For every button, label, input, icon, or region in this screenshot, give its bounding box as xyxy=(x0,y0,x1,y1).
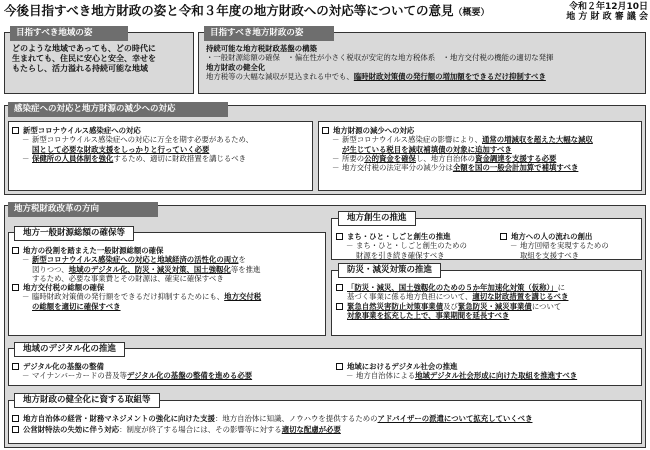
checkbox-icon xyxy=(336,233,343,240)
report-date: 令和２年12月10日 xyxy=(568,2,648,12)
checkbox-icon xyxy=(12,284,19,291)
covid-header: 感染症への対応と地方財源の減少への対応 xyxy=(8,102,228,117)
covid-left-text: 新型コロナウイルス感染症への対応 － 新型コロナウイルス感染症への対応に万全を期す必要があるため、 国として必要な財政支援をしっかりと行っていく必要 － 保健所の人員体制を強化するため、適切に財政措置を講じるべき xyxy=(12,126,253,163)
checkbox-icon xyxy=(12,247,19,254)
checkbox-icon xyxy=(336,363,343,370)
page-title: 今後目指すべき地方財政の姿と令和３年度の地方財政への対応等についての意見（概要） xyxy=(4,3,490,18)
digital-left: デジタル化の基盤の整備 － マイナンバーカードの普及等デジタル化の基盤の整備を進める必要 xyxy=(12,362,252,381)
checkbox-icon xyxy=(336,303,343,310)
general-finance-tab: 地方一般財源総額の確保等 xyxy=(14,226,134,241)
title-suffix: （概要） xyxy=(453,8,490,18)
health-text: 地方自治体の経営・財務マネジメントの強化に向けた支援：地方自治体に知識、ノウハウを提供するためのアドバイザーの派遣について拡充していくべき 公営財特法の失効に伴う対応：制度が終了する場合には、その影響等に対する適切な配慮が必要 xyxy=(12,414,532,435)
date-block xyxy=(548,2,648,23)
digital-right: 地域におけるデジタル社会の推進 － 地方自治体による地域デジタル社会形成に向けた取組を推進すべき xyxy=(336,362,577,381)
checkbox-icon xyxy=(322,127,329,134)
checkbox-icon xyxy=(12,426,19,433)
covid-right-text: 地方財源の減少への対応 － 新型コロナウイルス感染症の影響により、通常の増減収を超えた大幅な減収 が生じている税目を減収補填債の対象に追加すべき － 所要の公的資金を確保し、地方自治体の資金調達を支援する必要 － 地方交付税の法定率分の減少分は全額を国の一般会計加算で補填すべき xyxy=(322,126,593,172)
checkbox-icon xyxy=(500,233,507,240)
checkbox-icon xyxy=(12,415,19,422)
checkbox-icon xyxy=(336,284,343,291)
disaster-tab: 防災・減災対策の推進 xyxy=(338,263,441,278)
regional-creation-tab: 地方創生の推進 xyxy=(338,211,416,226)
reform-header: 地方税財政改革の方向 xyxy=(8,202,158,217)
disaster-text: 「防災・減災、国土強靱化のための５か年加速化対策（仮称）」に 基づく事業に係る地方負担について、適切な財政措置を講じるべき 緊急自然災害防止対策事業債及び緊急防災・減災事業債について 対象事業を拡充した上で、事業期間を延長すべき xyxy=(336,283,568,320)
checkbox-icon xyxy=(12,363,19,370)
regional-creation-right: 地方への人の流れの創出 － 地方回帰を実現するための 取組を支援すべき xyxy=(500,232,609,260)
finance-vision-text: 持続可能な地方税財政基盤の構築 ・一般財源総額の確保 ・偏在性が小さく税収が安定的な地方税体系 ・地方交付税の機能の適切な発揮 地方財政の健全化 地方税等の大幅な減収が見込まれる中でも、臨時財政対策債の発行額の増加額をできるだけ抑制すべき xyxy=(206,44,554,81)
region-vision-tab: 目指すべき地域の姿 xyxy=(10,26,128,41)
finance-vision-tab: 目指すべき地方財政の姿 xyxy=(204,26,334,41)
council-name: 地 方 財 政 審 議 会 xyxy=(566,12,648,23)
region-vision-text: どのような地域であっても、どの時代に 生まれても、住民に安心と安全、幸せを もたらし、活力溢れる持続可能な地域 xyxy=(12,44,156,73)
digital-tab: 地域のデジタル化の推進 xyxy=(14,342,125,357)
regional-creation-left: まち・ひと・しごと創生の推進 － まち・ひと・しごと創生のための 財源を引き続き確保すべき xyxy=(336,232,467,260)
checkbox-icon xyxy=(12,127,19,134)
general-finance-text: 地方の役割を踏まえた一般財源総額の確保 － 新型コロナウイルス感染症への対応と地域経済の活性化の両立を 図りつつ、地域のデジタル化、防災・減災対策、国土強靱化等を推進 するため、必要な事業費とその財源は、確実に確保すべき 地方交付税の総額の確保 － 臨時財政対策債の発行額をできるだけ抑制するためにも、地方交付税 の総額を適切に確保すべき xyxy=(12,246,261,311)
health-tab: 地方財政の健全化に資する取組等 xyxy=(14,393,160,408)
